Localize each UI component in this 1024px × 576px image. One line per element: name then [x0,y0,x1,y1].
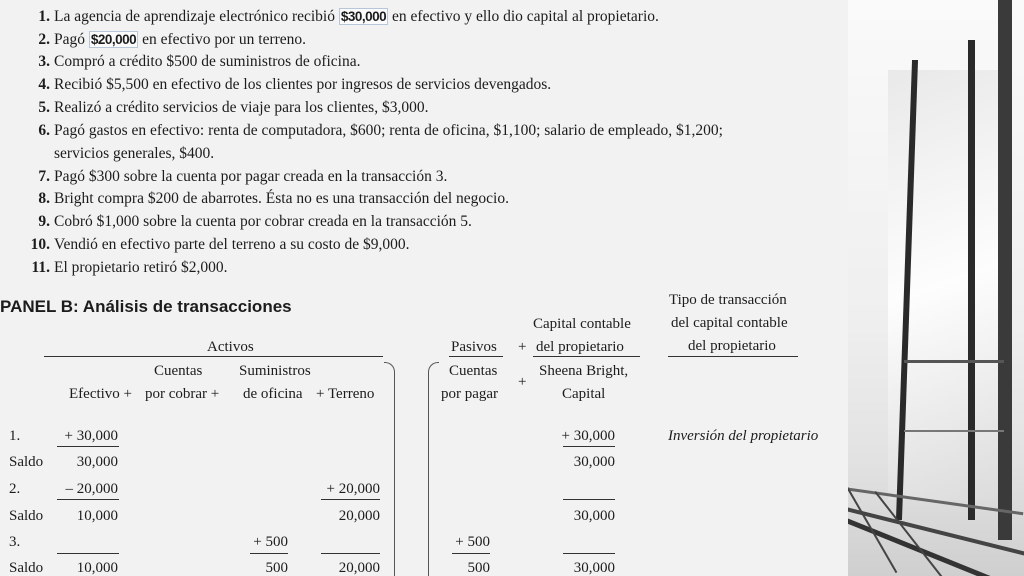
capital-header-line2: del propietario [536,339,624,355]
row-2-label: 2. [9,481,21,497]
saldo-3-label: Saldo [9,560,44,576]
row-3-suministros-rule [250,553,288,554]
sheena-header-line1: Sheena Bright, [539,363,629,379]
suministros-header-line1: Suministros [239,363,311,379]
saldo-3-capital: 30,000 [573,560,615,576]
saldo-1-efectivo: 30,000 [76,454,118,470]
window-crossbar-1 [904,360,1004,363]
saldo-3-pagar: 500 [467,560,490,576]
transaction-7: 7. Pagó $300 sobre la cuenta por pagar creada en la transacción 3. [38,168,448,185]
decorative-window-photo [848,0,1024,576]
row-3-pagar: + 500 [455,534,490,550]
saldo-2-label: Saldo [9,508,44,524]
highlight-amount-2: $20,000 [90,32,137,47]
saldo-3-terreno: 20,000 [338,560,380,576]
window-frame-right [998,0,1012,540]
window-frame-mid [968,40,975,520]
row-1-efectivo-rule [57,446,119,447]
row-1-label: 1. [9,428,21,444]
row-3-capital-rule [563,553,615,554]
row-1-efectivo: + 30,000 [64,428,118,444]
transaction-2: 2. Pagó $20,000 en efectivo por un terreno. [38,31,307,48]
saldo-3-suministros: 500 [265,560,288,576]
row-1-tipo: Inversión del propietario [668,428,819,444]
row-3-label: 3. [9,534,21,550]
saldo-3-efectivo: 10,000 [76,560,118,576]
tipo-header-line3: del propietario [688,338,776,354]
cuentas-cobrar-header-line2: por cobrar + [145,386,220,402]
pasivos-header: Pasivos [451,339,497,355]
transaction-4: 4. Recibió $5,500 en efectivo de los clientes por ingresos de servicios devengados. [38,76,552,93]
sheena-header-line2: Capital [562,386,606,402]
efectivo-header: Efectivo + [69,386,133,402]
row-3-pagar-rule [452,553,490,554]
row-2-capital-rule [563,499,615,500]
highlight-amount-1: $30,000 [340,9,387,24]
window-crossbar-2 [904,430,1004,432]
row-2-efectivo: – 20,000 [65,481,118,497]
row-3-suministros: + 500 [253,534,288,550]
saldo-2-terreno: 20,000 [338,508,380,524]
tipo-header-rule [668,356,798,357]
transaction-8: 8. Bright compra $200 de abarrotes. Ésta no es una transacción del negocio. [38,190,509,207]
row-1-capital: + 30,000 [561,428,615,444]
saldo-2-capital: 30,000 [573,508,615,524]
saldo-1-capital: 30,000 [573,454,615,470]
row-3-terreno-rule [321,553,380,554]
plus-sign-pasivos-capital: + [518,339,527,355]
transaction-10: 10. Vendió en efectivo parte del terreno a su costo de $9,000. [30,236,410,253]
cuentas-pagar-header-line2: por pagar [441,386,499,402]
transaction-11: 11. El propietario retiró $2,000. [31,259,228,276]
transaction-6: 6. Pagó gastos en efectivo: renta de computadora, $600; renta de oficina, $1,100; salario de empleado, $1,200; [38,122,723,139]
row-2-efectivo-rule [57,499,119,500]
tipo-header-line1: Tipo de transacción [669,292,787,308]
suministros-header-line2: de oficina [243,386,303,402]
terreno-header: + Terreno [316,386,375,402]
cuentas-cobrar-header-line1: Cuentas [154,363,203,379]
saldo-1-label: Saldo [9,454,44,470]
row-1-capital-rule [563,446,615,447]
capital-header-rule [533,356,640,357]
pasivos-header-rule [449,356,503,357]
row-3-efectivo-rule [57,553,119,554]
plus-sign-columns: + [518,374,527,390]
transaction-5: 5. Realizó a crédito servicios de viaje para los clientes, $3,000. [38,99,429,116]
activos-header: Activos [207,339,254,355]
transaction-3: 3. Compró a crédito $500 de suministros de oficina. [38,53,361,70]
panel-title: PANEL B: Análisis de transacciones [0,297,292,316]
row-2-terreno: + 20,000 [326,481,380,497]
row-2-terreno-rule [321,499,380,500]
activos-header-rule [44,356,383,357]
tipo-header-line2: del capital contable [671,315,788,331]
saldo-2-efectivo: 10,000 [76,508,118,524]
transaction-6-continued: servicios generales, $400. [54,145,215,162]
transaction-9: 9. Cobró $1,000 sobre la cuenta por cobrar creada en la transacción 5. [38,213,472,230]
transaction-1: 1. La agencia de aprendizaje electrónico recibió $30,000 en efectivo y ello dio capital al propietario. [38,8,659,25]
cuentas-pagar-header-line1: Cuentas [449,363,498,379]
activos-bracket [384,362,395,576]
capital-header-line1: Capital contable [533,316,631,332]
